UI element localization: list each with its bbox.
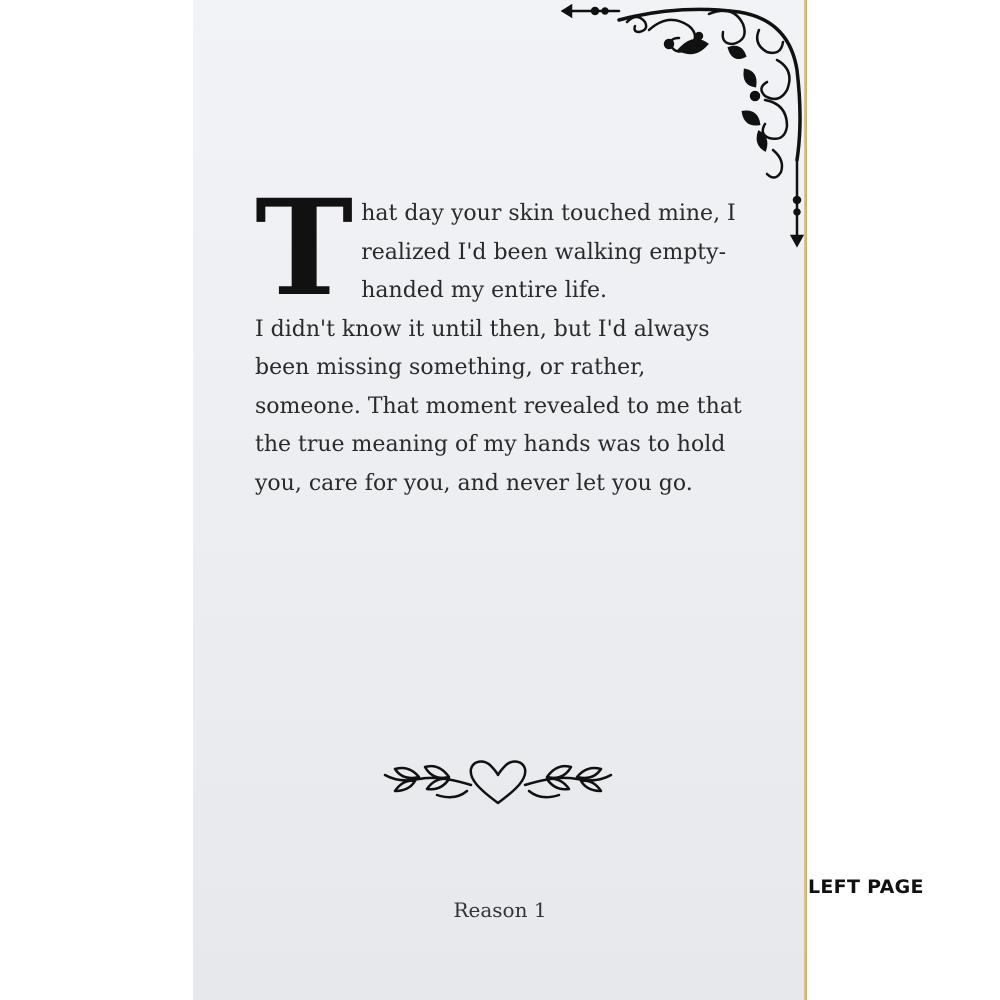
side-label: LEFT PAGE: [808, 876, 924, 898]
book-page: [193, 0, 807, 1000]
page-footer-label: Reason 1: [453, 898, 547, 922]
text-line: realized I'd been walking empty-: [361, 239, 727, 265]
drop-cap-letter: T: [255, 171, 354, 326]
text-line: been missing something, or rather,: [255, 355, 646, 380]
lines-after-drop-cap: [255, 311, 755, 504]
text-line: hat day your skin touched mine, I: [361, 201, 736, 226]
text-line: handed my entire life.: [361, 278, 607, 303]
text-line: you, care for you, and never let you go.: [255, 470, 693, 496]
text-line: the true meaning of my hands was to hold: [255, 432, 726, 457]
text-line: someone. That moment revealed to me that: [255, 393, 742, 419]
poem-body: [255, 171, 755, 503]
heart-laurel-divider-icon: [379, 755, 617, 815]
text-line: I didn't know it until then, but I'd always: [255, 316, 710, 342]
